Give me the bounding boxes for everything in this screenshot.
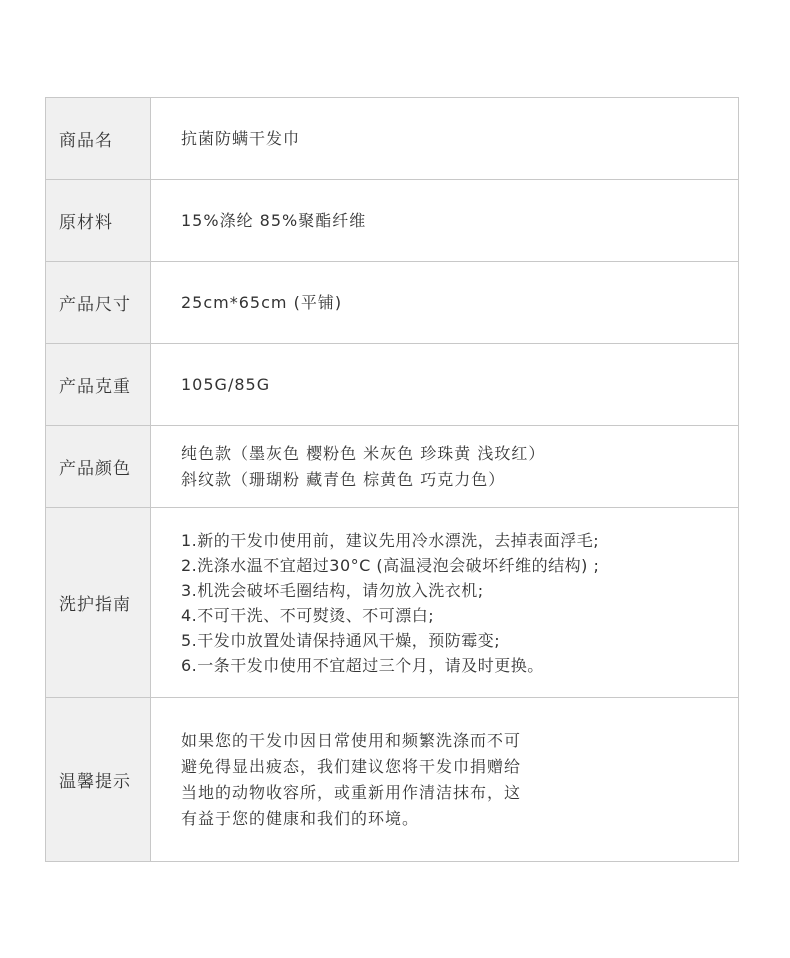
care-guide-line: 1.新的干发巾使用前，建议先用冷水漂洗，去掉表面浮毛; — [181, 530, 600, 550]
spec-value — [151, 508, 738, 697]
spec-row-colors — [46, 426, 738, 508]
spec-value — [151, 180, 738, 261]
spec-value-line: 25cm*65cm (平铺) — [181, 293, 343, 312]
spec-value-line: 纯色款（墨灰色 樱粉色 米灰色 珍珠黄 浅玫红） — [181, 443, 546, 463]
spec-row-size — [46, 262, 738, 344]
spec-value — [151, 426, 738, 507]
spec-row-material — [46, 180, 738, 262]
spec-value-line: 抗菌防螨干发巾 — [181, 129, 301, 148]
care-guide-line: 4.不可干洗、不可熨烫、不可漂白; — [181, 605, 435, 625]
care-guide-line: 2.洗涤水温不宜超过30°C (高温浸泡会破坏纤维的结构) ; — [181, 555, 600, 575]
spec-label: 洗护指南 — [46, 508, 151, 697]
care-guide-line: 5.干发巾放置处请保持通风干燥，预防霉变; — [181, 630, 501, 650]
spec-value-line: 15%涤纶 85%聚酯纤维 — [181, 211, 367, 230]
spec-value-line: 105G/85G — [181, 375, 271, 394]
spec-value — [151, 98, 738, 179]
tip-line: 避免得显出疲态，我们建议您将干发巾捐赠给 — [181, 756, 522, 776]
tip-line: 有益于您的健康和我们的环境。 — [181, 808, 420, 828]
tip-line: 当地的动物收容所，或重新用作清洁抹布，这 — [181, 782, 522, 802]
spec-label: 商品名 — [46, 98, 151, 179]
spec-row-tips — [46, 698, 738, 861]
spec-row-care-guide — [46, 508, 738, 698]
tip-line: 如果您的干发巾因日常使用和频繁洗涤而不可 — [181, 730, 522, 750]
spec-label: 温馨提示 — [46, 698, 151, 861]
spec-value — [151, 698, 738, 861]
spec-row-weight — [46, 344, 738, 426]
spec-label: 产品尺寸 — [46, 262, 151, 343]
spec-label: 产品颜色 — [46, 426, 151, 507]
spec-value-line: 斜纹款（珊瑚粉 藏青色 棕黄色 巧克力色） — [181, 469, 506, 489]
spec-row-product-name — [46, 98, 738, 180]
care-guide-line: 6.一条干发巾使用不宜超过三个月，请及时更换。 — [181, 655, 544, 675]
product-spec-table — [45, 97, 739, 862]
spec-label: 原材料 — [46, 180, 151, 261]
spec-label: 产品克重 — [46, 344, 151, 425]
spec-value — [151, 344, 738, 425]
care-guide-line: 3.机洗会破坏毛圈结构，请勿放入洗衣机; — [181, 580, 484, 600]
spec-value — [151, 262, 738, 343]
